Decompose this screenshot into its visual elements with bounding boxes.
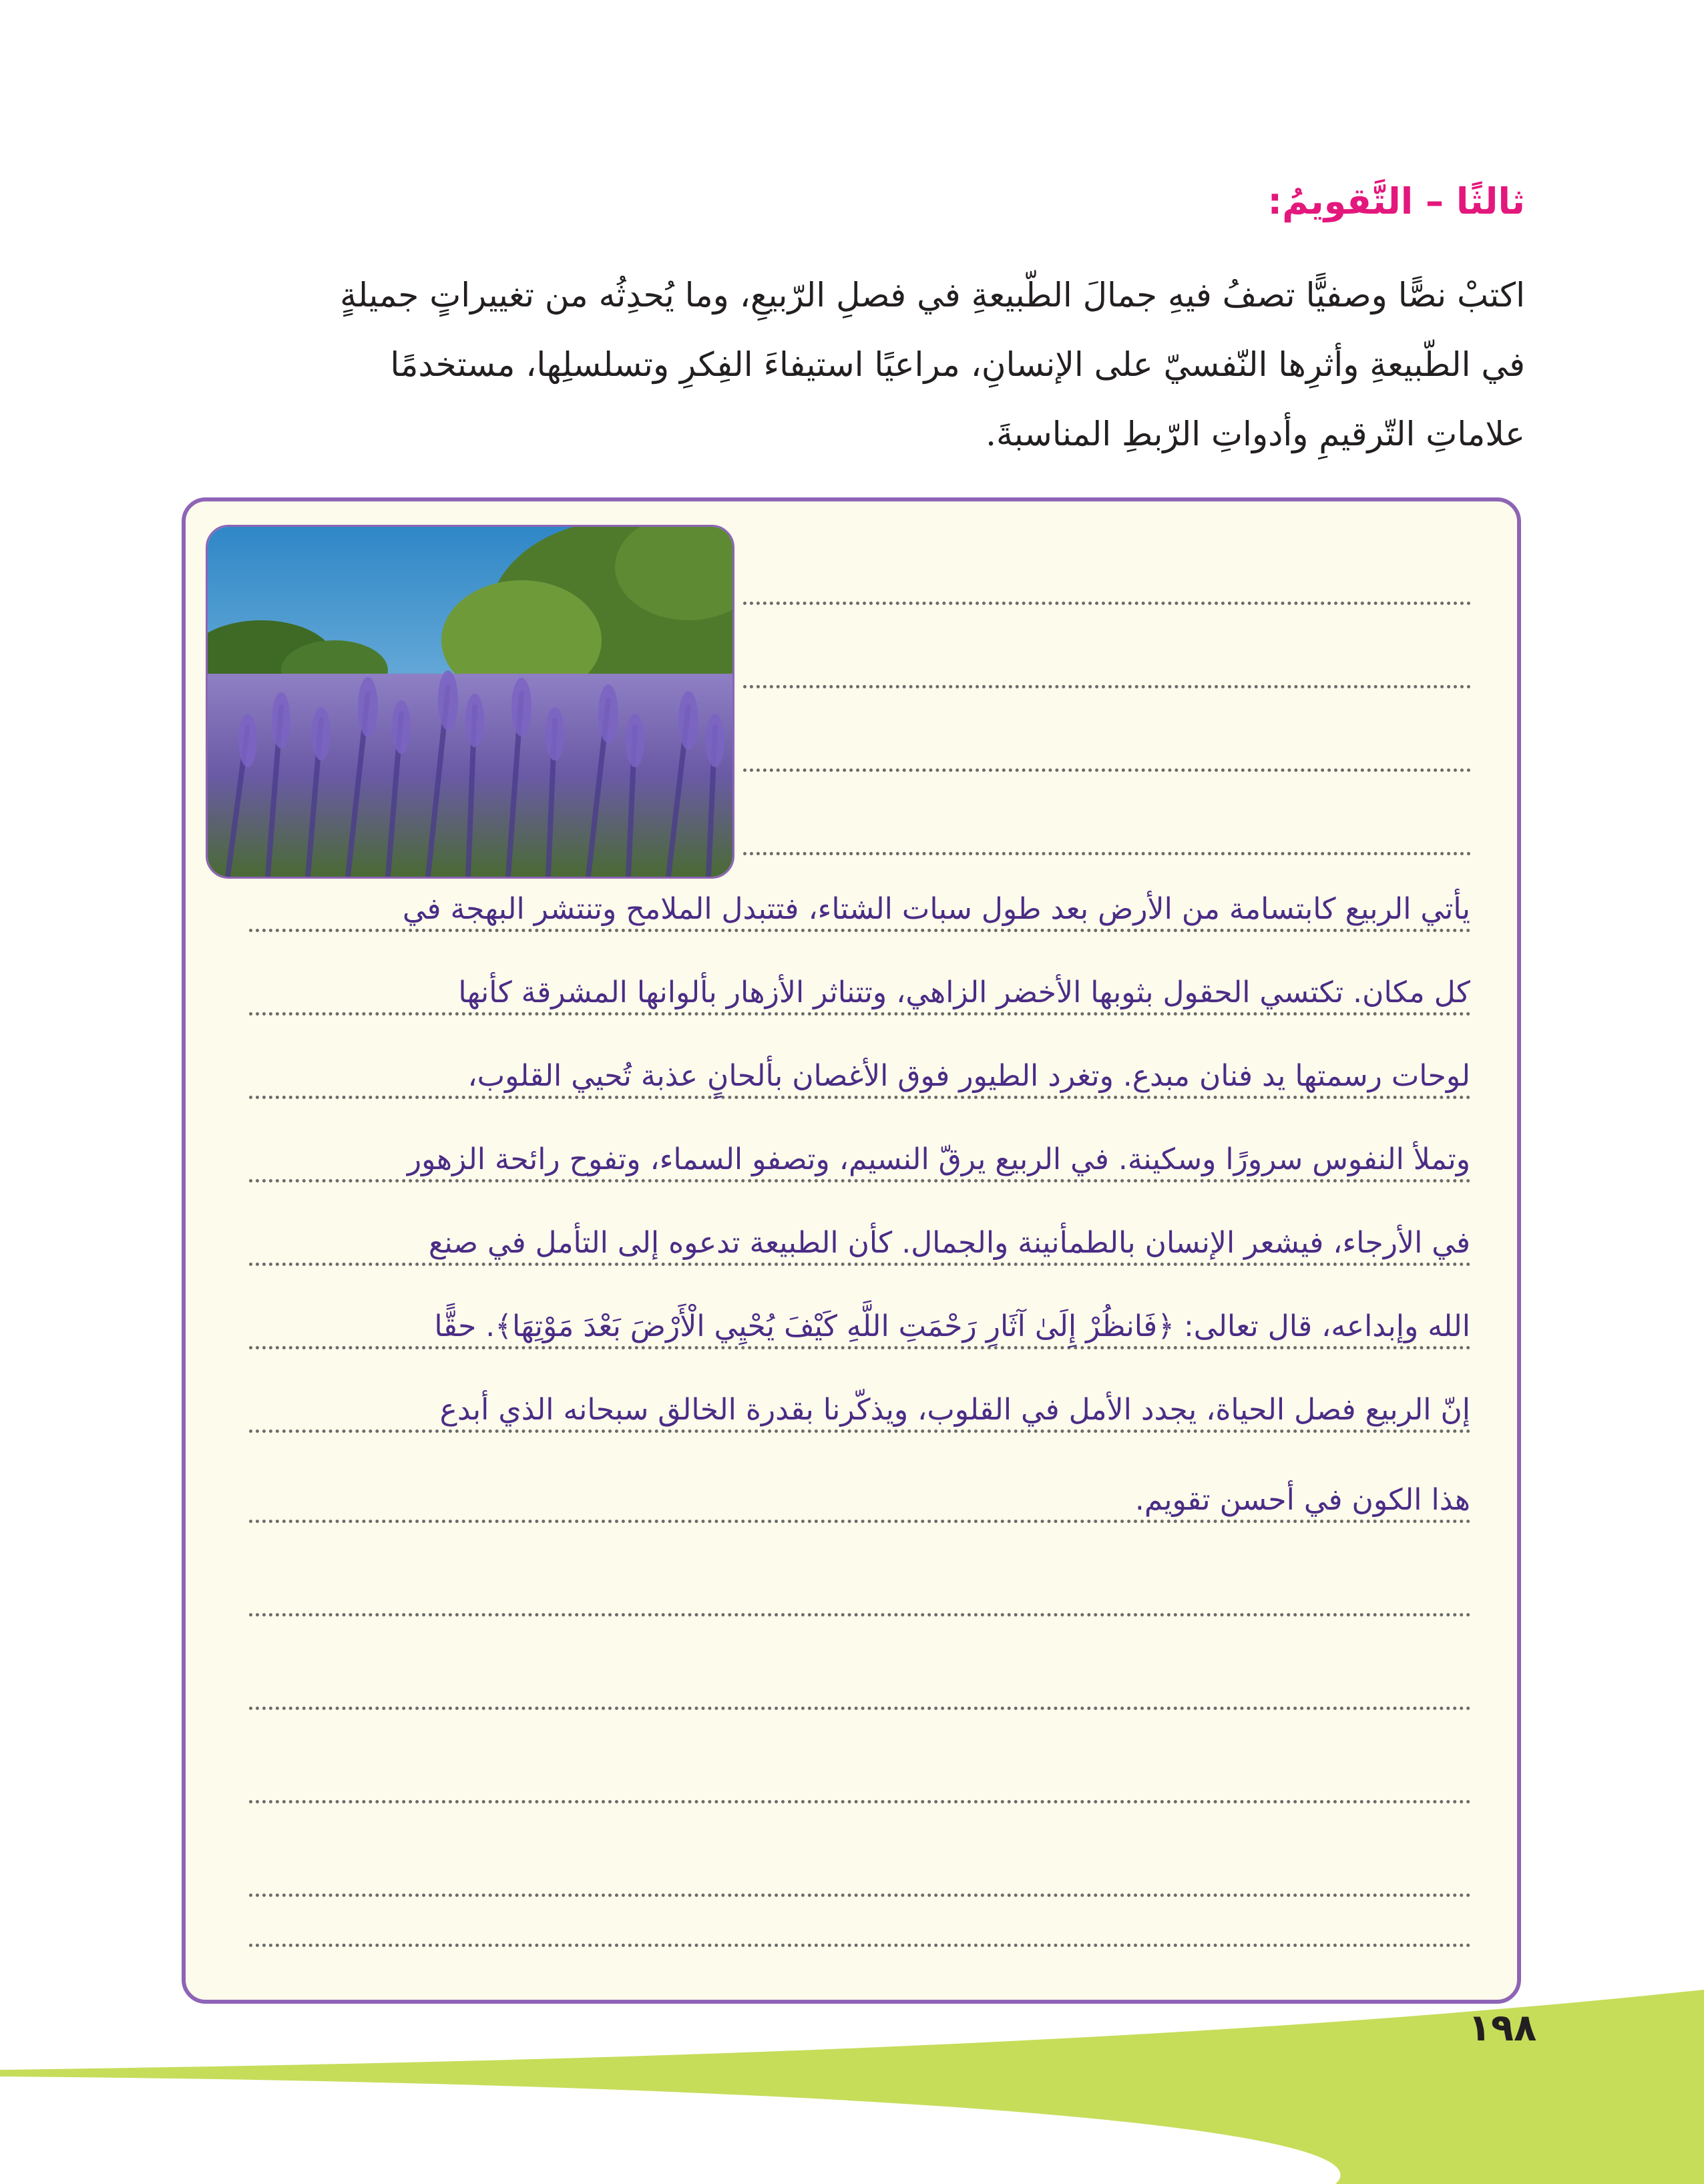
lavender-field-photo bbox=[206, 525, 734, 879]
answer-dotted-line bbox=[249, 1707, 1471, 1710]
answer-dotted-line bbox=[249, 929, 1471, 932]
answer-dotted-line bbox=[743, 685, 1471, 688]
answer-dotted-line bbox=[249, 1894, 1471, 1897]
instruction-line: في الطّبيعةِ وأثرِها النّفسيّ على الإنسانِ، مراعيًا استيفاءَ الفِكرِ وتسلسلِها، مستخدمًا bbox=[390, 345, 1525, 384]
answer-text-line: هذا الكون في أحسن تقويم. bbox=[1134, 1483, 1470, 1517]
answer-dotted-line bbox=[743, 852, 1471, 855]
section-heading: ثالثًا – التَّقويمُ: bbox=[1267, 180, 1525, 222]
answer-dotted-line bbox=[249, 1096, 1471, 1099]
page-number: ١٩٨ bbox=[1468, 2006, 1537, 2050]
answer-dotted-line bbox=[249, 1012, 1471, 1016]
answer-dotted-line bbox=[249, 1179, 1471, 1182]
instruction-line: اكتبْ نصًّا وصفيًّا تصفُ فيهِ جمالَ الطّبيعةِ في فصلِ الرّبيعِ، وما يُحدِثُه من تغييراتٍ جميلةٍ bbox=[340, 276, 1525, 314]
answer-text-line: كل مكان. تكتسي الحقول بثوبها الأخضر الزاهي، وتتناثر الأزهار بألوانها المشرقة كأنها bbox=[458, 975, 1470, 1010]
answer-dotted-line bbox=[743, 769, 1471, 772]
answer-text-line: لوحات رسمتها يد فنان مبدع. وتغرد الطيور فوق الأغصان بألحانٍ عذبة تُحيي القلوب، bbox=[467, 1059, 1470, 1093]
answer-dotted-line bbox=[249, 1944, 1471, 1947]
answer-dotted-line bbox=[249, 1430, 1471, 1433]
answer-dotted-line bbox=[743, 602, 1471, 605]
answer-dotted-line bbox=[249, 1346, 1471, 1349]
answer-text-line: في الأرجاء، فيشعر الإنسان بالطمأنينة والجمال. كأن الطبيعة تدعوه إلى التأمل في صنع bbox=[428, 1226, 1470, 1260]
instruction-line: علاماتِ التّرقيمِ وأدواتِ الرّبطِ المناسبةَ. bbox=[986, 415, 1525, 453]
writing-area bbox=[182, 497, 1521, 2004]
answer-dotted-line bbox=[249, 1613, 1471, 1616]
answer-text-line: إنّ الربيع فصل الحياة، يجدد الأمل في القلوب، ويذكّرنا بقدرة الخالق سبحانه الذي أبدع bbox=[439, 1393, 1470, 1427]
answer-text-line: وتملأ النفوس سرورًا وسكينة. في الربيع يرقّ النسيم، وتصفو السماء، وتفوح رائحة الزهور bbox=[407, 1142, 1470, 1176]
answer-dotted-line bbox=[249, 1800, 1471, 1803]
answer-text-line: يأتي الربيع كابتسامة من الأرض بعد طول سبات الشتاء، فتتبدل الملامح وتنتشر البهجة في bbox=[402, 892, 1470, 926]
instructions bbox=[223, 260, 1525, 469]
answer-text-line: الله وإبداعه، قال تعالى: ﴿فَانظُرْ إِلَىٰ آثَارِ رَحْمَتِ اللَّهِ كَيْفَ يُحْيِي الْأَرْضَ بَعْدَ مَوْتِهَا﴾. حقًّا bbox=[434, 1309, 1470, 1343]
answer-dotted-line bbox=[249, 1520, 1471, 1523]
answer-dotted-line bbox=[249, 1263, 1471, 1266]
